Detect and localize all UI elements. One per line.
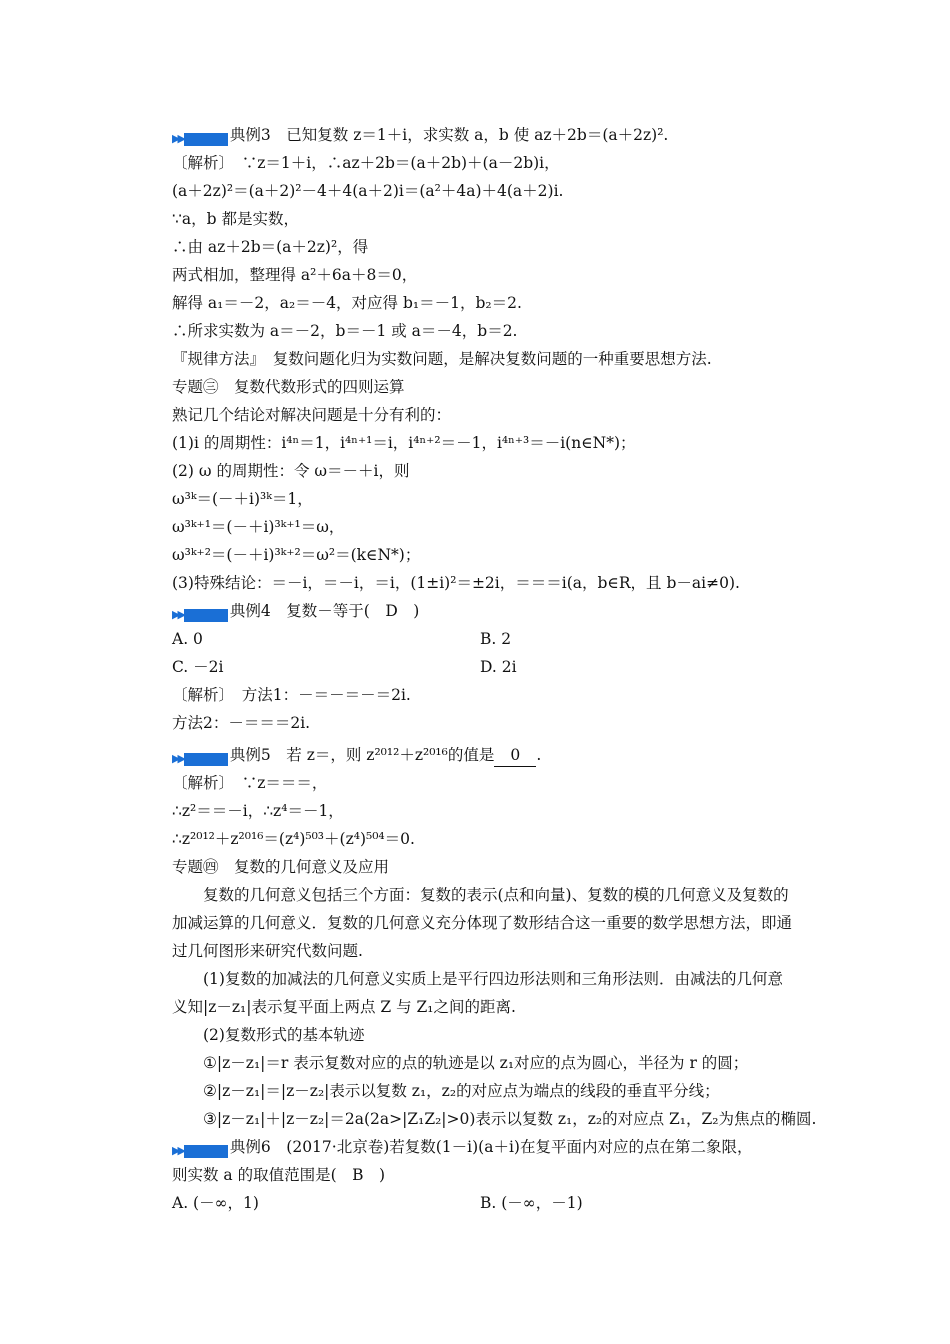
text-line: (1)复数的加减法的几何意义实质上是平行四边形法则和三角形法则．由减法的几何意 <box>203 970 783 988</box>
double-arrow-icon: ▶▶ <box>172 608 183 621</box>
example-badge <box>172 128 228 150</box>
choice-row: C. －2i <box>172 658 224 676</box>
example-badge <box>172 604 228 626</box>
text-line: ∴所求实数为 a＝－2，b＝－1 或 a＝－4，b＝2. <box>172 322 518 340</box>
text-line: 两式相加，整理得 a²＋6a＋8＝0， <box>172 266 418 284</box>
text-line: 〔解析〕 方法1：－＝－＝－＝2i. <box>172 686 411 704</box>
text-line: 复数的几何意义包括三个方面：复数的表示(点和向量)、复数的模的几何意义及复数的 <box>203 886 789 904</box>
text-line: (3)特殊结论：＝－i，＝－i，＝i，(1±i)²＝±2i，＝＝＝i(a，b∈R，且 b－ai≠0). <box>172 574 740 592</box>
double-arrow-icon: ▶▶ <box>172 132 183 145</box>
text-line: ω³ᵏ＝(－＋i)³ᵏ＝1， <box>172 490 313 508</box>
section-heading-4: 专题㊃ 复数的几何意义及应用 <box>172 858 390 876</box>
text-line: (2) ω 的周期性：令 ω＝－＋i，则 <box>172 462 410 480</box>
text-line: 加减运算的几何意义．复数的几何意义充分体现了数形结合这一重要的数学思想方法，即通 <box>172 914 793 932</box>
example-4-heading: ▶▶ 典例4 复数－等于( D ) <box>172 600 419 626</box>
method-note: 『规律方法』 复数问题化归为实数问题，是解决复数问题的一种重要思想方法. <box>172 350 712 368</box>
example-6-heading: ▶▶ 典例6 (2017·北京卷)若复数(1－i)(a＋i)在复平面内对应的点在第二象限， <box>172 1136 752 1162</box>
text-line: (a＋2z)²＝(a＋2)²－4＋4(a＋2)i＝(a²＋4a)＋4(a＋2)i. <box>172 182 564 200</box>
text-line: 过几何图形来研究代数问题. <box>172 942 363 960</box>
text-line: 义知|z－z₁|表示复平面上两点 Z 与 Z₁之间的距离. <box>172 998 516 1016</box>
text-line: ③|z－z₁|＋|z－z₂|＝2a(2a>|Z₁Z₂|>0)表示以复数 z₁，z₂的对应点 Z₁，Z₂为焦点的椭圆. <box>203 1110 817 1128</box>
text-line: 〔解析〕 ∵z＝＝＝， <box>172 774 328 792</box>
choice-row: A. (－∞，1) <box>172 1194 259 1212</box>
double-arrow-icon: ▶▶ <box>172 752 183 765</box>
choice-row: A. 0 <box>172 630 203 648</box>
double-arrow-icon: ▶▶ <box>172 1144 183 1157</box>
text-line: ω³ᵏ⁺²＝(－＋i)³ᵏ⁺²＝ω²＝(k∈N*)； <box>172 546 421 564</box>
example-badge <box>172 1140 228 1162</box>
example-badge <box>172 748 228 770</box>
text-line: ①|z－z₁|＝r 表示复数对应的点的轨迹是以 z₁对应的点为圆心，半径为 r 的圆； <box>203 1054 749 1072</box>
text-line: ∴由 az＋2b＝(a＋2z)²，得 <box>172 238 369 256</box>
text-line: 方法2：－＝＝＝2i. <box>172 714 311 732</box>
text-line: ∴z²＝＝－i，∴z⁴＝－1， <box>172 802 344 820</box>
answer-blank: 0 <box>494 744 536 767</box>
text-line: ω³ᵏ⁺¹＝(－＋i)³ᵏ⁺¹＝ω， <box>172 518 345 536</box>
text-line: ∵a，b 都是实数， <box>172 210 299 228</box>
example-5-heading: ▶▶ 典例5 若 z＝，则 z²⁰¹²＋z²⁰¹⁶的值是 0 . <box>172 744 541 770</box>
choice-row-right: B. 2 <box>480 630 512 648</box>
text-line: (1)i 的周期性：i⁴ⁿ＝1，i⁴ⁿ⁺¹＝i，i⁴ⁿ⁺²＝－1，i⁴ⁿ⁺³＝－i(n∈N*)； <box>172 434 636 452</box>
choice-row-right: D. 2i <box>480 658 517 676</box>
text-line: 则实数 a 的取值范围是( B ) <box>172 1166 386 1184</box>
text-line: 〔解析〕 ∵z＝1＋i，∴az＋2b＝(a＋2b)＋(a－2b)i， <box>172 154 560 172</box>
text-line: (2)复数形式的基本轨迹 <box>203 1026 365 1044</box>
choice-row-right: B. (－∞，－1) <box>480 1194 583 1212</box>
text-line: ②|z－z₁|＝|z－z₂|表示以复数 z₁，z₂的对应点为端点的线段的垂直平分线； <box>203 1082 720 1100</box>
text-line: 解得 a₁＝－2，a₂＝－4，对应得 b₁＝－1，b₂＝2. <box>172 294 522 312</box>
section-heading-3: 专题㊂ 复数代数形式的四则运算 <box>172 378 405 396</box>
text-line: 熟记几个结论对解决问题是十分有利的： <box>172 406 452 424</box>
text-line: ∴z²⁰¹²＋z²⁰¹⁶＝(z⁴)⁵⁰³＋(z⁴)⁵⁰⁴＝0. <box>172 830 415 848</box>
example-3-heading: ▶▶ 典例3 已知复数 z＝1＋i，求实数 a，b 使 az＋2b＝(a＋2z)². <box>172 124 668 150</box>
